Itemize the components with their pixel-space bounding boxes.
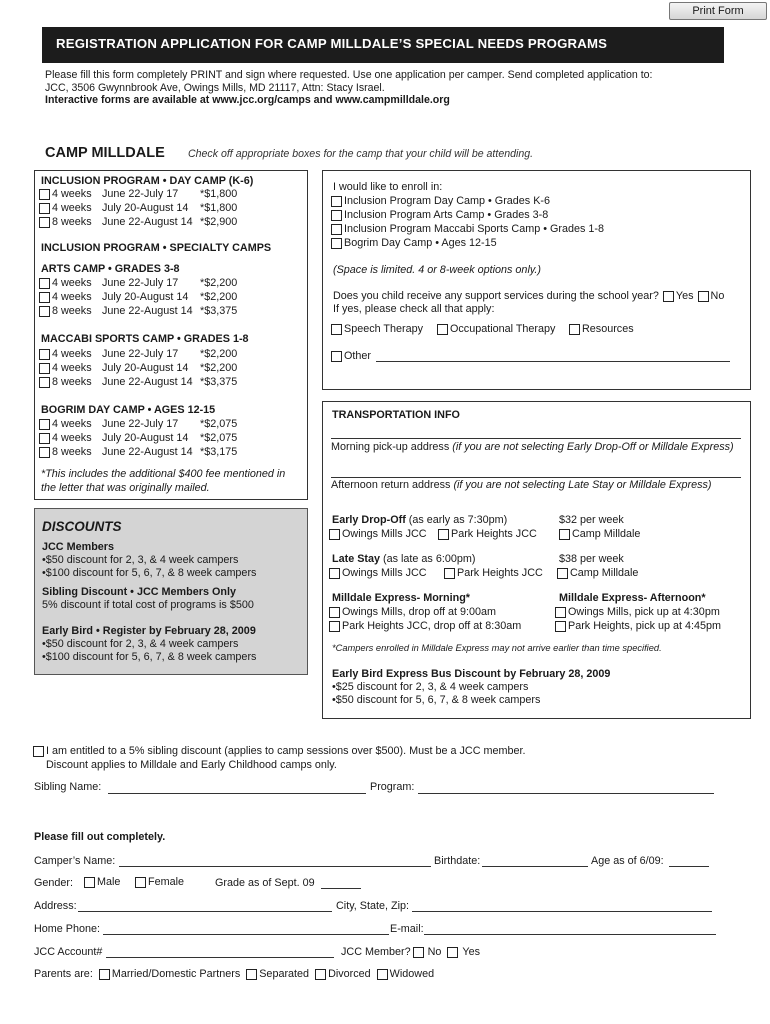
morning-address-input[interactable] <box>331 438 741 439</box>
transport-heading: TRANSPORTATION INFO <box>332 409 460 421</box>
maccabi-option[interactable]: 4 weeks July 20-August 14 *$2,200 <box>39 362 237 374</box>
enroll-option[interactable]: Inclusion Program Day Camp • Grades K-6 <box>331 195 550 207</box>
checkbox[interactable] <box>39 292 50 303</box>
support-question: Does you child receive any support services during the school year? Yes No <box>333 290 725 302</box>
inclusion-day-option[interactable]: 4 weeks June 22-July 17 *$1,800 <box>39 188 237 200</box>
member-yes-checkbox[interactable] <box>447 947 458 958</box>
checkbox[interactable] <box>39 419 50 430</box>
bus-discount-2: •$50 discount for 5, 6, 7, & 8 week campers <box>332 694 541 706</box>
sibling-checkbox[interactable] <box>33 746 44 757</box>
discounts-heading: DISCOUNTS <box>42 519 122 534</box>
specialty-heading: INCLUSION PROGRAM • SPECIALTY CAMPS <box>41 242 272 254</box>
checkbox[interactable] <box>39 278 50 289</box>
late-owings[interactable]: Owings Mills JCC <box>329 567 427 579</box>
checkbox[interactable] <box>331 238 342 249</box>
sibling-program-label: Program: <box>370 781 415 793</box>
age-label: Age as of 6/09: <box>591 855 664 867</box>
camper-section-heading: Please fill out completely. <box>34 831 166 843</box>
service-other[interactable]: Other <box>331 350 371 362</box>
checkbox[interactable] <box>331 351 342 362</box>
express-morning-heading: Milldale Express- Morning* <box>332 592 470 604</box>
checkbox[interactable] <box>39 349 50 360</box>
checkbox[interactable] <box>329 621 340 632</box>
sibling-discount-heading: Sibling Discount • JCC Members Only <box>42 586 236 598</box>
birthdate-input[interactable] <box>482 866 588 867</box>
other-input-line[interactable] <box>376 361 730 362</box>
morning-address-label: Morning pick-up address (if you are not selecting Early Drop-Off or Milldale Express) <box>331 441 734 453</box>
checkbox[interactable] <box>39 306 50 317</box>
checkbox[interactable] <box>39 433 50 444</box>
late-milldale[interactable]: Camp Milldale <box>557 567 638 579</box>
city-label: City, State, Zip: <box>336 900 410 912</box>
early-bird-1: •$50 discount for 2, 3, & 4 week campers <box>42 638 239 650</box>
maccabi-option[interactable]: 4 weeks June 22-July 17 *$2,200 <box>39 348 237 360</box>
checkbox[interactable] <box>444 568 455 579</box>
checkbox[interactable] <box>555 621 566 632</box>
married-checkbox[interactable] <box>99 969 110 980</box>
city-input[interactable] <box>412 911 712 912</box>
checkbox[interactable] <box>437 324 448 335</box>
inclusion-day-option[interactable]: 8 weeks June 22-August 14 *$2,900 <box>39 216 237 228</box>
camper-name-input[interactable] <box>119 866 431 867</box>
grade-input[interactable] <box>321 888 361 889</box>
space-note: (Space is limited. 4 or 8-week options only.) <box>333 264 542 276</box>
express-note: *Campers enrolled in Milldale Express may not arrive earlier than time specified. <box>332 643 662 653</box>
checkbox[interactable] <box>569 324 580 335</box>
gender-label: Gender: <box>34 877 74 889</box>
afternoon-address-label: Afternoon return address (if you are not selecting Late Stay or Milldale Express) <box>331 479 712 491</box>
grade-label: Grade as of Sept. 09 <box>215 877 315 889</box>
account-input[interactable] <box>106 957 334 958</box>
member-no-checkbox[interactable] <box>413 947 424 958</box>
gender-female[interactable]: Female <box>135 876 184 888</box>
checkbox[interactable] <box>39 447 50 458</box>
early-park[interactable]: Park Heights JCC <box>438 528 537 540</box>
checkbox[interactable] <box>438 529 449 540</box>
phone-label: Home Phone: <box>34 923 101 935</box>
express-afternoon-heading: Milldale Express- Afternoon* <box>559 592 706 604</box>
fee-note-1: *This includes the additional $400 fee mentioned in <box>41 468 286 480</box>
checkbox[interactable] <box>39 377 50 388</box>
arts-option[interactable]: 4 weeks July 20-August 14 *$2,200 <box>39 291 237 303</box>
late-stay-price: $38 per week <box>559 553 624 565</box>
page-title: REGISTRATION APPLICATION FOR CAMP MILLDALE’S SPECIAL NEEDS PROGRAMS <box>42 27 724 63</box>
gender-male[interactable]: Male <box>84 876 120 888</box>
parents-row: Parents are: Married/Domestic Partners Separated Divorced Widowed <box>34 968 435 980</box>
early-milldale[interactable]: Camp Milldale <box>559 528 640 540</box>
maccabi-option[interactable]: 8 weeks June 22-August 14 *$3,375 <box>39 376 237 388</box>
sibling-name-input[interactable] <box>108 793 366 794</box>
service-occupational[interactable]: Occupational Therapy <box>437 323 555 335</box>
sibling-program-input[interactable] <box>418 793 714 794</box>
checkbox[interactable] <box>39 363 50 374</box>
jcc-discount-2: •$100 discount for 5, 6, 7, & 8 week campers <box>42 567 257 579</box>
bogrim-option[interactable]: 8 weeks June 22-August 14 *$3,175 <box>39 446 237 458</box>
early-bird-heading: Early Bird • Register by February 28, 2009 <box>42 625 256 637</box>
enroll-option[interactable]: Bogrim Day Camp • Ages 12-15 <box>331 237 497 249</box>
afternoon-address-input[interactable] <box>331 477 741 478</box>
late-stay-heading: Late Stay (as late as 6:00pm) <box>332 553 476 565</box>
checkbox[interactable] <box>39 189 50 200</box>
jcc-members-heading: JCC Members <box>42 541 115 553</box>
bogrim-heading: BOGRIM DAY CAMP • AGES 12-15 <box>41 404 216 416</box>
age-input[interactable] <box>669 866 709 867</box>
intro-text <box>45 69 725 107</box>
address-input[interactable] <box>78 911 332 912</box>
camp-subtitle: Check off appropriate boxes for the camp that your child will be attending. <box>188 148 534 160</box>
early-dropoff-heading: Early Drop-Off (as early as 7:30pm) <box>332 514 508 526</box>
member-label: JCC Member? No Yes <box>341 946 481 958</box>
bogrim-option[interactable]: 4 weeks July 20-August 14 *$2,075 <box>39 432 237 444</box>
camper-name-label: Camper’s Name: <box>34 855 116 867</box>
divorced-checkbox[interactable] <box>315 969 326 980</box>
early-dropoff-price: $32 per week <box>559 514 624 526</box>
service-resources[interactable]: Resources <box>569 323 634 335</box>
fee-note-2: the letter that was originally mailed. <box>41 482 210 494</box>
arts-option[interactable]: 8 weeks June 22-August 14 *$3,375 <box>39 305 237 317</box>
sibling-name-label: Sibling Name: <box>34 781 102 793</box>
checkbox[interactable] <box>329 568 340 579</box>
checkbox[interactable] <box>555 607 566 618</box>
camp-heading: CAMP MILLDALE <box>45 145 165 161</box>
arts-heading: ARTS CAMP • GRADES 3-8 <box>41 263 180 275</box>
print-form-button[interactable]: Print Form <box>669 2 767 20</box>
birthdate-label: Birthdate: <box>434 855 481 867</box>
early-owings[interactable]: Owings Mills JCC <box>329 528 427 540</box>
checkbox[interactable] <box>331 210 342 221</box>
inclusion-day-option[interactable]: 4 weeks July 20-August 14 *$1,800 <box>39 202 237 214</box>
service-speech[interactable]: Speech Therapy <box>331 323 423 335</box>
express-morning-owings[interactable]: Owings Mills, drop off at 9:00am <box>329 606 496 618</box>
checkbox[interactable] <box>39 217 50 228</box>
email-input[interactable] <box>424 934 716 935</box>
checkbox[interactable] <box>39 203 50 214</box>
address-label: Address: <box>34 900 77 912</box>
inclusion-day-heading: INCLUSION PROGRAM • DAY CAMP (K-6) <box>41 175 254 187</box>
support-check-instruction: If yes, please check all that apply: <box>333 303 495 315</box>
intro-line-1: Please fill this form completely PRINT and sign where requested. Use one application per camper. Send completed application to: <box>45 69 653 81</box>
phone-input[interactable] <box>103 934 389 935</box>
arts-option[interactable]: 4 weeks June 22-July 17 *$2,200 <box>39 277 237 289</box>
enroll-option[interactable]: Inclusion Program Arts Camp • Grades 3-8 <box>331 209 548 221</box>
bogrim-option[interactable]: 4 weeks June 22-July 17 *$2,075 <box>39 418 237 430</box>
late-park[interactable]: Park Heights JCC <box>444 567 543 579</box>
checkbox[interactable] <box>329 607 340 618</box>
separated-checkbox[interactable] <box>246 969 257 980</box>
enroll-heading: I would like to enroll in: <box>333 181 443 193</box>
widowed-checkbox[interactable] <box>377 969 388 980</box>
intro-line-2: JCC, 3506 Gwynnbrook Ave, Owings Mills, MD 21117, Attn: Stacy Israel. <box>45 81 385 94</box>
express-afternoon-park[interactable]: Park Heights, pick up at 4:45pm <box>555 620 721 632</box>
sibling-note: Discount applies to Milldale and Early Childhood camps only. <box>46 759 337 771</box>
express-morning-park[interactable]: Park Heights JCC, drop off at 8:30am <box>329 620 521 632</box>
email-label: E-mail: <box>390 923 424 935</box>
bus-discount-1: •$25 discount for 2, 3, & 4 week campers <box>332 681 529 693</box>
checkbox[interactable] <box>559 529 570 540</box>
support-yes-checkbox[interactable] <box>663 291 674 302</box>
account-label: JCC Account# <box>34 946 103 958</box>
checkbox[interactable] <box>557 568 568 579</box>
checkbox[interactable] <box>331 324 342 335</box>
jcc-discount-1: •$50 discount for 2, 3, & 4 week campers <box>42 554 239 566</box>
bus-discount-heading: Early Bird Express Bus Discount by February 28, 2009 <box>332 668 611 680</box>
checkbox[interactable] <box>331 224 342 235</box>
checkbox[interactable] <box>331 196 342 207</box>
checkbox[interactable] <box>135 877 146 888</box>
sibling-discount-1: 5% discount if total cost of programs is $500 <box>42 599 254 611</box>
checkbox[interactable] <box>329 529 340 540</box>
support-no-checkbox[interactable] <box>698 291 709 302</box>
checkbox[interactable] <box>84 877 95 888</box>
enroll-option[interactable]: Inclusion Program Maccabi Sports Camp • Grades 1-8 <box>331 223 604 235</box>
express-afternoon-owings[interactable]: Owings Mills, pick up at 4:30pm <box>555 606 720 618</box>
early-bird-2: •$100 discount for 5, 6, 7, & 8 week campers <box>42 651 257 663</box>
sibling-discount-checkbox-row[interactable]: I am entitled to a 5% sibling discount (applies to camp sessions over $500). Must be a JCC member. <box>33 745 526 757</box>
maccabi-heading: MACCABI SPORTS CAMP • GRADES 1-8 <box>41 333 249 345</box>
intro-line-3: Interactive forms are available at www.jcc.org/camps and www.campmilldale.org <box>45 94 450 107</box>
